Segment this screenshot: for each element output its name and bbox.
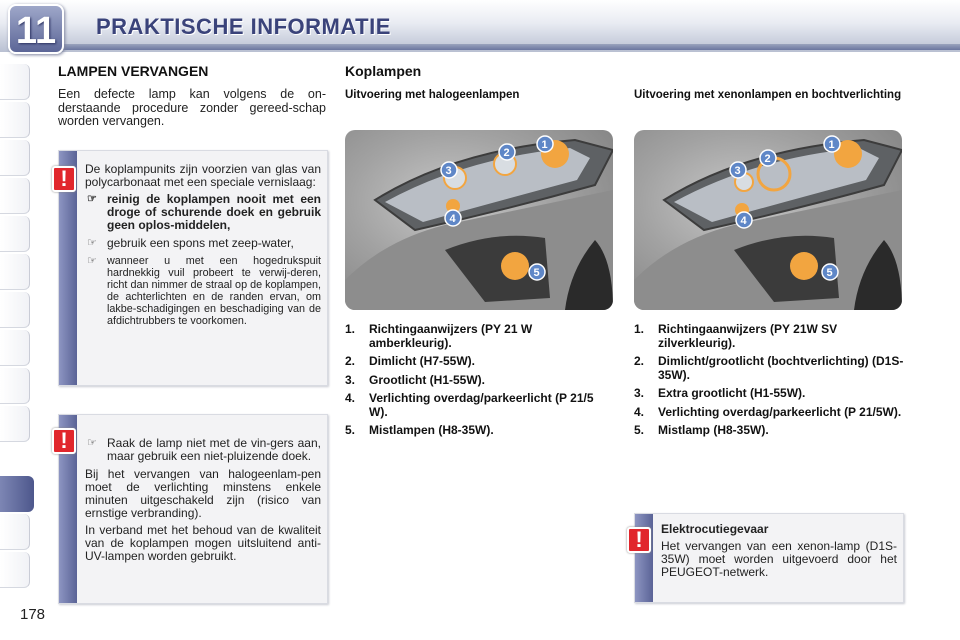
- list-item: 2. Dimlicht (H7-55W).: [345, 354, 476, 368]
- headlamps-title: Koplampen: [345, 63, 422, 79]
- warning-paragraph: In verband met het behoud van de kwaliteit van de koplampen mogen uitsluitend anti-UV-lampen worden gebruikt.: [85, 523, 321, 563]
- page-title: PRAKTISCHE INFORMATIE: [96, 14, 391, 39]
- list-item: 5. Mistlamp (H8-35W).: [634, 423, 769, 437]
- warning-intro: De koplampunits zijn voorzien van glas van polycarbonaat met een speciale vernislaag:: [85, 162, 321, 189]
- chapter-tab[interactable]: [0, 178, 30, 214]
- chapter-tabs: [0, 64, 34, 584]
- warning-bullet: [85, 255, 321, 327]
- warning-bullet: [85, 437, 321, 463]
- section-title: LAMPEN VERVANGEN: [58, 63, 209, 79]
- label-2: 2: [764, 153, 771, 165]
- xenon-subtitle: Uitvoering met xenonlampen en bochtverlichting: [634, 89, 902, 101]
- warning-bullet-text: gebruik een spons met zeep-water,: [107, 236, 294, 250]
- warning-icon: !: [627, 527, 651, 553]
- chapter-tab[interactable]: [0, 514, 30, 550]
- list-item: 3. Grootlicht (H1-55W).: [345, 372, 485, 387]
- warning-box-electrocution: [634, 513, 904, 603]
- label-3: 3: [734, 165, 741, 177]
- label-1: 1: [541, 139, 548, 151]
- list-item: 5. Mistlampen (H8-35W).: [345, 423, 494, 437]
- warning-bullet-text: Raak de lamp niet met de vin-gers aan, maar gebruik een niet-pluizende doek.: [107, 436, 321, 463]
- warning-icon: !: [52, 428, 76, 454]
- pointing-hand-icon: ☞: [87, 193, 97, 205]
- pointing-hand-icon: ☞: [87, 237, 97, 249]
- warning-content: [85, 163, 321, 332]
- label-5: 5: [533, 267, 540, 279]
- warning-icon: !: [52, 166, 76, 192]
- chapter-number-badge: 11: [8, 4, 64, 54]
- halogen-subtitle: Uitvoering met halogeenlampen: [345, 89, 520, 101]
- list-item: 4. Verlichting overdag/parkeerlicht (P 21/5W).: [634, 404, 902, 419]
- chapter-tab[interactable]: [0, 64, 30, 100]
- list-item: 3. Extra grootlicht (H1-55W).: [634, 386, 806, 400]
- list-item: 1. Richtingaanwijzers (PY 21 W amberkleurig).: [345, 322, 533, 350]
- warning-title: Elektrocutiegevaar: [661, 522, 769, 536]
- list-item: 2. Dimlicht/grootlicht (bochtverlichting) (D1S-35W).: [634, 354, 904, 382]
- warning-paragraph: Het vervangen van een xenon-lamp (D1S-35W) moet worden uitgevoerd door het PEUGEOT-netwerk.: [661, 539, 897, 579]
- label-4: 4: [740, 215, 747, 227]
- car-front-illustration: [634, 130, 902, 310]
- pointing-hand-icon: ☞: [87, 437, 97, 449]
- pointing-hand-icon: ☞: [87, 255, 97, 267]
- chapter-tab[interactable]: [0, 216, 30, 252]
- warning-paragraph: Bij het vervangen van halogeenlam-pen moet de verlichting minstens enkele minuten uitgeschakeld zijn (risico van ernstige verbranding).: [85, 467, 321, 520]
- label-3: 3: [445, 165, 452, 177]
- warning-bullet-text: wanneer u met een hogedrukspuit hardnekkig vuil probeert te verwij-deren, richt dan nimmer de straal op de koplampen, de achterlichten en de randen ervan, om lakbe-schadigingen en beschadiging van de afdichtrubbers te voorkomen.: [107, 255, 321, 327]
- intro-paragraph: Een defecte lamp kan volgens de on-derstaande procedure zonder gereed-schap worden vervangen.: [58, 87, 326, 128]
- halogen-bulb-list: [345, 323, 615, 443]
- halogen-headlamp-image: [345, 130, 613, 310]
- label-1: 1: [828, 139, 835, 151]
- warning-content: [661, 523, 897, 583]
- chapter-tab[interactable]: [0, 406, 30, 442]
- chapter-tab[interactable]: [0, 140, 30, 176]
- warning-bullet-text: reinig de koplampen nooit met een droge of schurende doek en gebruik geen oplos-middelen,: [107, 192, 321, 232]
- label-2: 2: [503, 147, 510, 159]
- car-front-illustration: [345, 130, 613, 310]
- warning-bullet: [85, 237, 321, 250]
- list-item: 4. Verlichting overdag/parkeerlicht (P 21/5 W).: [345, 391, 594, 419]
- header-rule: [60, 44, 960, 50]
- chapter-tab[interactable]: [0, 330, 30, 366]
- xenon-bulb-list: [634, 323, 904, 443]
- chapter-tab[interactable]: [0, 102, 30, 138]
- chapter-tab[interactable]: [0, 254, 30, 290]
- warning-box-care: [58, 150, 328, 386]
- chapter-tab[interactable]: [0, 292, 30, 328]
- warning-box-bulb: [58, 414, 328, 604]
- chapter-tab[interactable]: [0, 368, 30, 404]
- page-number: 178: [20, 606, 46, 623]
- list-item: 1. Richtingaanwijzers (PY 21W SV zilverkleurig).: [634, 322, 838, 350]
- label-5: 5: [826, 267, 833, 279]
- warning-content: [85, 437, 321, 567]
- label-4: 4: [449, 213, 456, 225]
- chapter-tab[interactable]: [0, 552, 30, 588]
- warning-bullet: [85, 193, 321, 232]
- chapter-tab-active[interactable]: [0, 476, 34, 512]
- xenon-headlamp-image: [634, 130, 902, 310]
